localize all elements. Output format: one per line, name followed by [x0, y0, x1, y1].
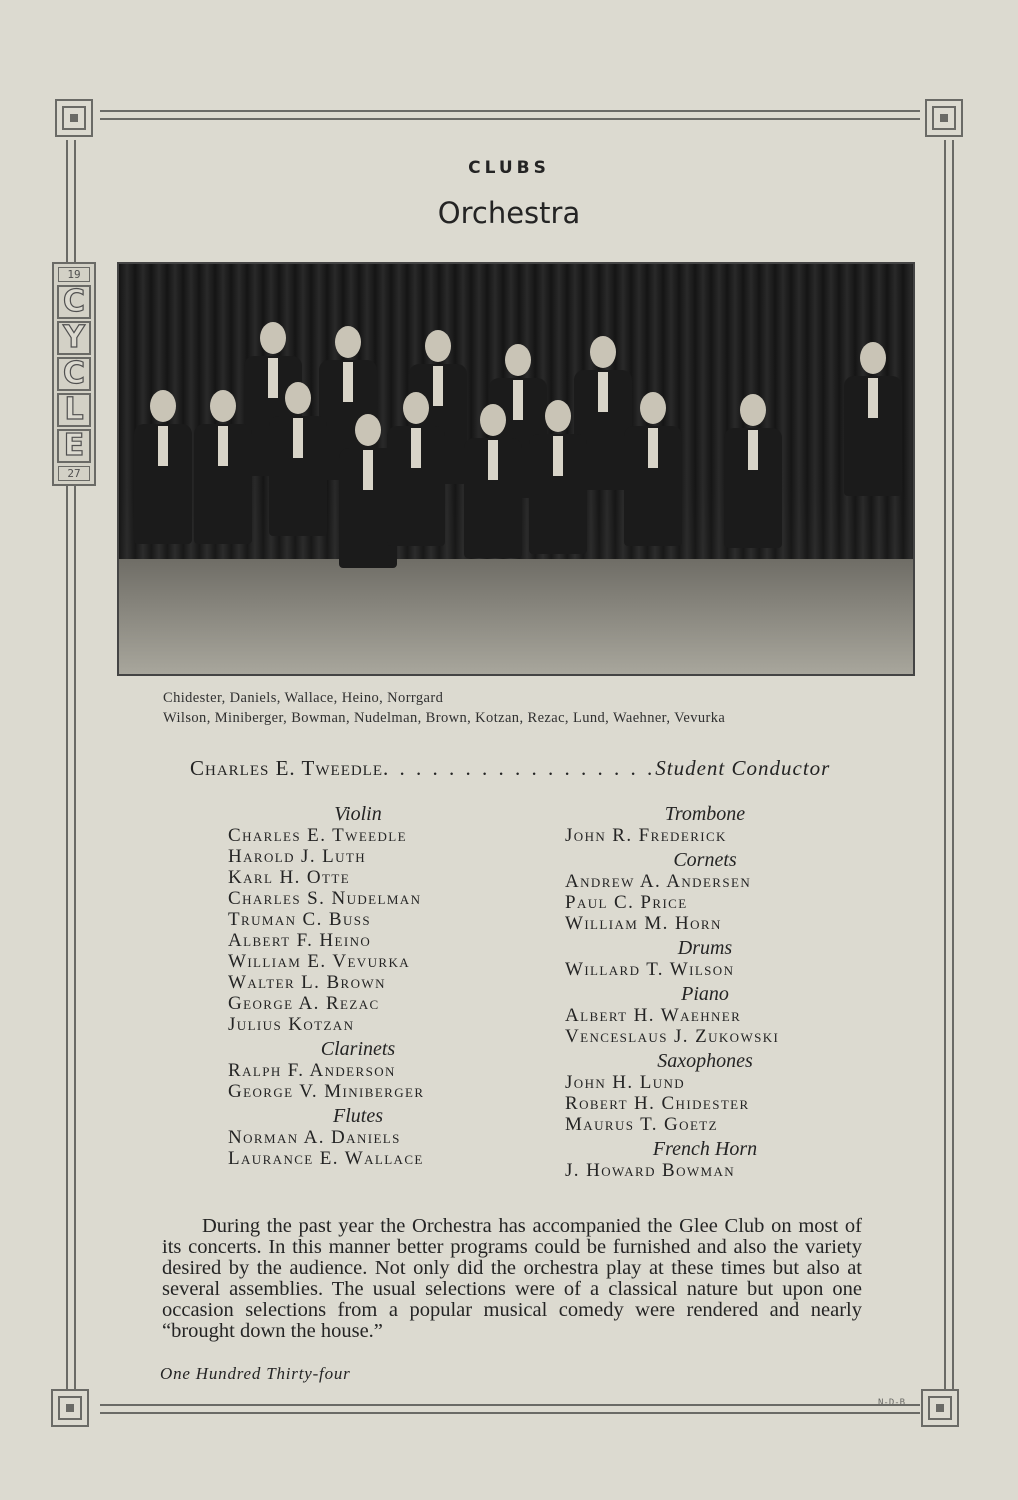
member-name: John H. Lund — [565, 1072, 686, 1093]
photo-figure — [269, 382, 327, 536]
instrument-heading: Piano — [681, 983, 729, 1005]
member-name: Julius Kotzan — [228, 1014, 355, 1035]
conductor-name: Charles E. Tweedle — [190, 756, 384, 780]
photo-figure — [134, 390, 192, 544]
printer-mark: N-D-B — [878, 1398, 906, 1408]
member-name: Walter L. Brown — [228, 972, 386, 993]
instrument-heading: Violin — [334, 803, 382, 825]
side-letter: C — [57, 285, 91, 319]
side-year-bottom: 27 — [58, 466, 90, 481]
member-name: Albert F. Heino — [228, 930, 372, 951]
photo-figure — [724, 394, 782, 548]
section-label: CLUBS — [468, 158, 550, 178]
member-name: Ralph F. Anderson — [228, 1060, 396, 1081]
page-title: Orchestra — [437, 196, 581, 230]
member-name: Willard T. Wilson — [565, 959, 735, 980]
member-name: Harold J. Luth — [228, 846, 367, 867]
member-name: Maurus T. Goetz — [565, 1114, 718, 1135]
conductor-role: Student Conductor — [655, 756, 831, 780]
instrument-heading: Flutes — [333, 1105, 383, 1127]
member-name: Venceslaus J. Zukowski — [565, 1026, 780, 1047]
member-name: Albert H. Waehner — [565, 1005, 742, 1026]
ornament-top-left-icon — [52, 96, 96, 140]
ornament-bottom-right-icon — [918, 1386, 962, 1430]
member-name: Charles E. Tweedle — [228, 825, 407, 846]
roster-right-column — [565, 804, 845, 1181]
member-name: Karl H. Otte — [228, 867, 351, 888]
frame-bottom-rule — [100, 1404, 920, 1414]
body-paragraph: During the past year the Orchestra has accompanied the Glee Club on most of its concerts. In this manner better programs could be furnished and also the variety desired by the audience. Not only did the orchestra play at these times but also at several assemblies. The usual selections were of a classical nature but upon one occasion selections from a popular musical comedy were rendered and nearly “brought down the house.” — [162, 1215, 862, 1342]
member-name: Laurance E. Wallace — [228, 1148, 424, 1169]
member-name: Truman C. Buss — [228, 909, 372, 930]
instrument-heading: French Horn — [652, 1138, 758, 1160]
photo-figure — [464, 404, 522, 558]
instrument-heading: Drums — [677, 937, 733, 959]
photo-figure — [387, 392, 445, 546]
photo-figure — [529, 400, 587, 554]
member-name: Andrew A. Andersen — [565, 871, 752, 892]
conductor-line — [190, 756, 830, 781]
member-name: William M. Horn — [565, 913, 722, 934]
side-letter: L — [57, 393, 91, 427]
member-name: Robert H. Chidester — [565, 1093, 750, 1114]
page-number: One Hundred Thirty-four — [160, 1364, 351, 1383]
frame-top-rule — [100, 110, 920, 120]
side-letter: E — [57, 429, 91, 463]
side-letter: C — [57, 357, 91, 391]
member-name: George A. Rezac — [228, 993, 380, 1014]
member-name: John R. Frederick — [565, 825, 727, 846]
instrument-heading: Saxophones — [657, 1050, 753, 1072]
leader-dots: . . . . . . . . . . . . . . . . . — [383, 756, 656, 780]
orchestra-group-photo — [117, 262, 915, 676]
member-name: William E. Vevurka — [228, 951, 411, 972]
photo-figure — [194, 390, 252, 544]
side-year-top: 19 — [58, 267, 90, 282]
member-name: J. Howard Bowman — [565, 1160, 736, 1181]
side-letter: Y — [57, 321, 91, 355]
instrument-heading: Clarinets — [320, 1038, 396, 1060]
roster-left-column — [228, 804, 488, 1169]
frame-right-rule — [944, 140, 954, 1390]
instrument-heading: Cornets — [673, 849, 737, 871]
photo-floor — [119, 559, 913, 674]
member-name: Norman A. Daniels — [228, 1127, 401, 1148]
photo-caption-row-2: Wilson, Miniberger, Bowman, Nudelman, Brown, Kotzan, Rezac, Lund, Waehner, Vevurka — [163, 710, 726, 726]
member-name: Paul C. Price — [565, 892, 688, 913]
yearbook-side-panel — [52, 262, 96, 486]
photo-figure — [844, 342, 902, 496]
photo-figure — [624, 392, 682, 546]
ornament-top-right-icon — [922, 96, 966, 140]
ornament-bottom-left-icon — [48, 1386, 92, 1430]
instrument-heading: Trombone — [664, 803, 746, 825]
member-name: Charles S. Nudelman — [228, 888, 422, 909]
member-name: George V. Miniberger — [228, 1081, 425, 1102]
photo-caption-row-1: Chidester, Daniels, Wallace, Heino, Norrgard — [163, 690, 444, 706]
